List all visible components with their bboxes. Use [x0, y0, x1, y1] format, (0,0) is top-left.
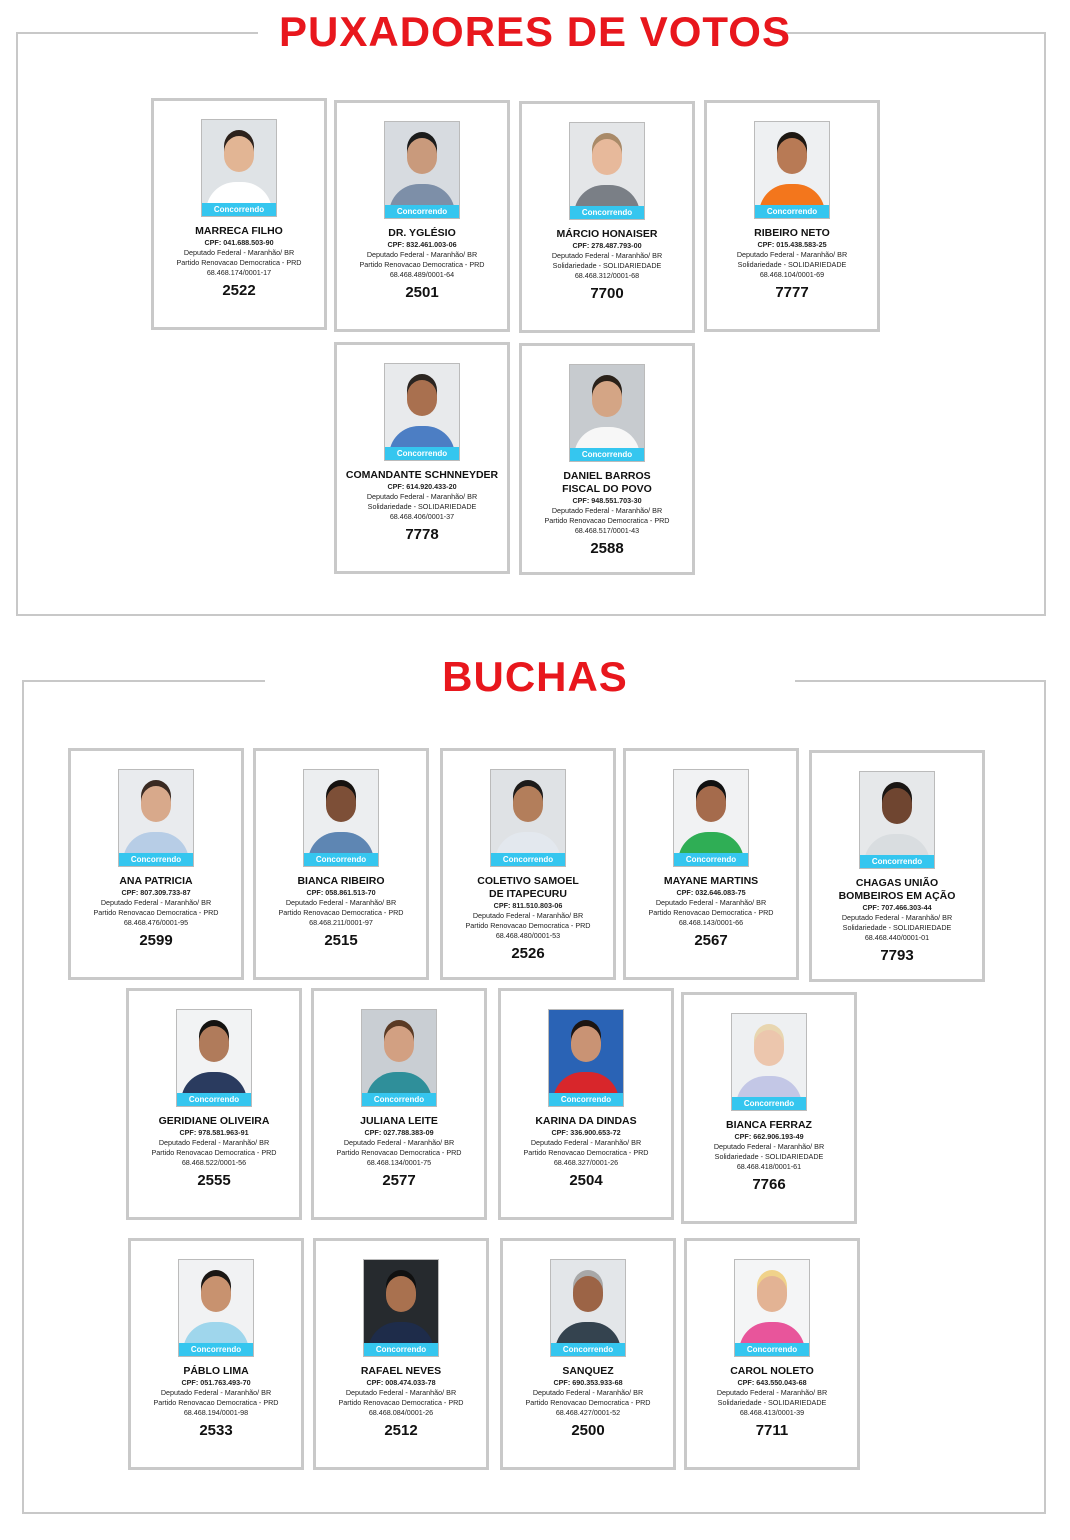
candidate-number: 7778 [405, 526, 439, 543]
candidate-name: ANA PATRICIA [119, 875, 193, 887]
candidate-cnpj: 68.468.480/0001-53 [495, 931, 561, 940]
candidate-partido: Partido Renovacao Democratica - PRD [151, 1148, 277, 1157]
candidate-name: GERIDIANE OLIVEIRA [158, 1115, 270, 1127]
candidate-card [684, 1238, 860, 1470]
candidate-cnpj: 68.468.440/0001-01 [864, 933, 930, 942]
candidate-photo [569, 364, 645, 462]
candidate-cpf: CPF: 614.920.433-20 [387, 482, 457, 491]
candidate-partido: Partido Renovacao Democratica - PRD [465, 921, 591, 930]
candidate-info [522, 496, 692, 536]
candidate-card [440, 748, 616, 980]
candidate-number: 2504 [569, 1172, 603, 1189]
status-badge: Concorrendo [491, 853, 565, 866]
status-badge: Concorrendo [362, 1093, 436, 1106]
candidate-info [626, 888, 796, 928]
candidate-card [311, 988, 487, 1220]
candidate-photo [569, 122, 645, 220]
candidate-cpf: CPF: 058.861.513-70 [306, 888, 376, 897]
candidate-cargo: Deputado Federal - Maranhão/ BR [530, 1138, 642, 1147]
candidate-number: 2500 [571, 1422, 605, 1439]
candidate-name: CAROL NOLETO [730, 1365, 814, 1377]
candidate-cargo: Deputado Federal - Maranhão/ BR [160, 1388, 272, 1397]
candidate-card [334, 100, 510, 332]
candidate-card [151, 98, 327, 330]
candidate-photo [178, 1259, 254, 1357]
candidate-number: 2555 [197, 1172, 231, 1189]
candidate-info [812, 903, 982, 943]
candidate-photo [118, 769, 194, 867]
candidate-cnpj: 68.468.134/0001-75 [366, 1158, 432, 1167]
candidate-partido: Partido Renovacao Democratica - PRD [523, 1148, 649, 1157]
candidate-info [131, 1378, 301, 1418]
candidate-cnpj: 68.468.084/0001-26 [368, 1408, 434, 1417]
candidate-photo [363, 1259, 439, 1357]
candidate-info [707, 240, 877, 280]
candidate-photo [673, 769, 749, 867]
candidate-cargo: Deputado Federal - Maranhão/ BR [716, 1388, 828, 1397]
candidate-cpf: CPF: 707.466.303-44 [862, 903, 932, 912]
candidate-cargo: Deputado Federal - Maranhão/ BR [472, 911, 584, 920]
candidate-name: KARINA DA DINDAS [535, 1115, 637, 1127]
candidate-card [498, 988, 674, 1220]
candidate-number: 7766 [752, 1176, 786, 1193]
candidate-partido: Solidariedade - SOLIDARIEDADE [367, 502, 477, 511]
candidate-info [503, 1378, 673, 1418]
candidate-number: 2588 [590, 540, 624, 557]
candidate-partido: Partido Renovacao Democratica - PRD [338, 1398, 464, 1407]
candidate-info [71, 888, 241, 928]
section-title-puxadores: PUXADORES DE VOTOS [279, 8, 791, 55]
candidate-card [68, 748, 244, 980]
candidate-cpf: CPF: 041.688.503-90 [204, 238, 274, 247]
candidate-cnpj: 68.468.104/0001-69 [759, 270, 825, 279]
candidate-number: 2577 [382, 1172, 416, 1189]
candidate-card [313, 1238, 489, 1470]
candidate-cargo: Deputado Federal - Maranhão/ BR [343, 1138, 455, 1147]
candidate-number: 2567 [694, 932, 728, 949]
candidate-card [519, 343, 695, 575]
candidate-cnpj: 68.468.174/0001-17 [206, 268, 272, 277]
candidate-photo [361, 1009, 437, 1107]
candidate-cnpj: 68.468.418/0001-61 [736, 1162, 802, 1171]
status-badge: Concorrendo [177, 1093, 251, 1106]
candidate-cargo: Deputado Federal - Maranhão/ BR [366, 492, 478, 501]
candidate-number: 7777 [775, 284, 809, 301]
candidate-cpf: CPF: 051.763.493-70 [181, 1378, 251, 1387]
candidate-photo [384, 363, 460, 461]
candidate-cargo: Deputado Federal - Maranhão/ BR [158, 1138, 270, 1147]
candidate-name: COMANDANTE SCHNNEYDER [345, 469, 499, 481]
candidate-photo [201, 119, 277, 217]
candidate-number: 2526 [511, 945, 545, 962]
candidate-info [337, 240, 507, 280]
candidate-card [253, 748, 429, 980]
candidate-cpf: CPF: 008.474.033-78 [366, 1378, 436, 1387]
status-badge: Concorrendo [179, 1343, 253, 1356]
candidate-photo [490, 769, 566, 867]
candidate-number: 2512 [384, 1422, 418, 1439]
candidate-info [316, 1378, 486, 1418]
candidate-name: BIANCA RIBEIRO [297, 875, 385, 887]
candidate-info [501, 1128, 671, 1168]
candidate-cargo: Deputado Federal - Maranhão/ BR [655, 898, 767, 907]
candidate-card [126, 988, 302, 1220]
candidate-card [809, 750, 985, 982]
candidate-partido: Solidariedade - SOLIDARIEDADE [737, 260, 847, 269]
candidate-partido: Partido Renovacao Democratica - PRD [525, 1398, 651, 1407]
candidate-photo [859, 771, 935, 869]
status-badge: Concorrendo [860, 855, 934, 868]
section-title-buchas: BUCHAS [442, 653, 628, 700]
candidate-cnpj: 68.468.476/0001-95 [123, 918, 189, 927]
candidate-cargo: Deputado Federal - Maranhão/ BR [841, 913, 953, 922]
candidate-name: MÁRCIO HONAISER [556, 228, 658, 240]
candidate-photo [754, 121, 830, 219]
candidate-cpf: CPF: 336.900.653-72 [551, 1128, 621, 1137]
candidate-info [337, 482, 507, 522]
candidate-number: 2599 [139, 932, 173, 949]
candidate-cargo: Deputado Federal - Maranhão/ BR [551, 251, 663, 260]
candidate-cpf: CPF: 948.551.703-30 [572, 496, 642, 505]
candidate-partido: Partido Renovacao Democratica - PRD [359, 260, 485, 269]
candidate-info [314, 1128, 484, 1168]
candidate-info [684, 1132, 854, 1172]
candidate-name: SANQUEZ [562, 1365, 614, 1377]
candidate-info [687, 1378, 857, 1418]
candidate-photo [731, 1013, 807, 1111]
candidate-card [500, 1238, 676, 1470]
status-badge: Concorrendo [570, 448, 644, 461]
status-badge: Concorrendo [385, 205, 459, 218]
candidate-name: BIANCA FERRAZ [726, 1119, 812, 1131]
candidate-cnpj: 68.468.413/0001-39 [739, 1408, 805, 1417]
status-badge: Concorrendo [755, 205, 829, 218]
status-badge: Concorrendo [732, 1097, 806, 1110]
candidate-cpf: CPF: 690.353.933-68 [553, 1378, 623, 1387]
status-badge: Concorrendo [304, 853, 378, 866]
candidate-photo [176, 1009, 252, 1107]
candidate-partido: Solidariedade - SOLIDARIEDADE [552, 261, 662, 270]
candidate-number: 7700 [590, 285, 624, 302]
candidate-cnpj: 68.468.522/0001-56 [181, 1158, 247, 1167]
candidate-cnpj: 68.468.517/0001-43 [574, 526, 640, 535]
candidate-partido: Solidariedade - SOLIDARIEDADE [842, 923, 952, 932]
candidate-cpf: CPF: 662.906.193-49 [734, 1132, 804, 1141]
candidate-cargo: Deputado Federal - Maranhão/ BR [345, 1388, 457, 1397]
candidate-cargo: Deputado Federal - Maranhão/ BR [713, 1142, 825, 1151]
candidate-cnpj: 68.468.211/0001-97 [309, 918, 373, 927]
candidate-name: DANIEL BARROS FISCAL DO POVO [562, 470, 652, 495]
candidate-number: 2501 [405, 284, 439, 301]
candidate-cpf: CPF: 811.510.803-06 [493, 901, 563, 910]
candidate-info [443, 901, 613, 941]
candidate-card [128, 1238, 304, 1470]
candidate-cnpj: 68.468.327/0001-26 [553, 1158, 619, 1167]
candidate-number: 2533 [199, 1422, 233, 1439]
candidate-card [334, 342, 510, 574]
candidate-partido: Solidariedade - SOLIDARIEDADE [717, 1398, 827, 1407]
candidate-partido: Partido Renovacao Democratica - PRD [278, 908, 404, 917]
candidate-card [623, 748, 799, 980]
candidate-name: DR. YGLÉSIO [388, 227, 456, 239]
candidate-partido: Solidariedade - SOLIDARIEDADE [714, 1152, 824, 1161]
candidate-info [154, 238, 324, 278]
candidate-number: 7711 [755, 1422, 789, 1439]
candidate-cpf: CPF: 027.788.383-09 [364, 1128, 434, 1137]
candidate-card [681, 992, 857, 1224]
candidate-partido: Partido Renovacao Democratica - PRD [176, 258, 302, 267]
candidate-number: 2522 [222, 282, 256, 299]
candidate-cpf: CPF: 278.487.793-00 [572, 241, 642, 250]
candidate-name: CHAGAS UNIÃO BOMBEIROS EM AÇÃO [838, 877, 956, 902]
candidate-cnpj: 68.468.312/0001-68 [574, 271, 640, 280]
candidate-number: 2515 [324, 932, 358, 949]
candidate-cpf: CPF: 807.309.733-87 [121, 888, 191, 897]
candidate-cnpj: 68.468.194/0001-98 [183, 1408, 249, 1417]
candidate-cpf: CPF: 978.581.963-91 [179, 1128, 249, 1137]
candidate-cnpj: 68.468.489/0001-64 [389, 270, 455, 279]
candidate-info [256, 888, 426, 928]
candidate-partido: Partido Renovacao Democratica - PRD [544, 516, 670, 525]
candidate-cnpj: 68.468.406/0001-37 [389, 512, 455, 521]
candidate-cpf: CPF: 015.438.583-25 [757, 240, 827, 249]
status-badge: Concorrendo [202, 203, 276, 216]
candidate-info [129, 1128, 299, 1168]
status-badge: Concorrendo [570, 206, 644, 219]
candidate-photo [548, 1009, 624, 1107]
candidate-name: RAFAEL NEVES [360, 1365, 442, 1377]
status-badge: Concorrendo [385, 447, 459, 460]
candidate-name: MARRECA FILHO [195, 225, 283, 237]
candidate-cpf: CPF: 643.550.043-68 [737, 1378, 807, 1387]
candidate-name: PÁBLO LIMA [183, 1365, 249, 1377]
candidate-name: JULIANA LEITE [360, 1115, 438, 1127]
candidate-cargo: Deputado Federal - Maranhão/ BR [551, 506, 663, 515]
candidate-cargo: Deputado Federal - Maranhão/ BR [366, 250, 478, 259]
candidate-photo [384, 121, 460, 219]
candidate-partido: Partido Renovacao Democratica - PRD [93, 908, 219, 917]
status-badge: Concorrendo [551, 1343, 625, 1356]
candidate-photo [303, 769, 379, 867]
candidate-photo [550, 1259, 626, 1357]
status-badge: Concorrendo [119, 853, 193, 866]
status-badge: Concorrendo [674, 853, 748, 866]
status-badge: Concorrendo [735, 1343, 809, 1356]
candidate-cnpj: 68.468.143/0001-66 [678, 918, 744, 927]
candidate-cargo: Deputado Federal - Maranhão/ BR [532, 1388, 644, 1397]
candidate-cnpj: 68.468.427/0001-52 [555, 1408, 621, 1417]
candidate-card [519, 101, 695, 333]
status-badge: Concorrendo [364, 1343, 438, 1356]
candidate-name: COLETIVO SAMOEL DE ITAPECURU [477, 875, 579, 900]
candidate-number: 7793 [880, 947, 914, 964]
candidate-name: MAYANE MARTINS [663, 875, 759, 887]
candidate-partido: Partido Renovacao Democratica - PRD [153, 1398, 279, 1407]
candidate-cargo: Deputado Federal - Maranhão/ BR [183, 248, 295, 257]
candidate-info [522, 241, 692, 281]
candidate-cargo: Deputado Federal - Maranhão/ BR [285, 898, 397, 907]
candidate-cpf: CPF: 032.646.083-75 [676, 888, 746, 897]
candidate-partido: Partido Renovacao Democratica - PRD [648, 908, 774, 917]
candidate-cargo: Deputado Federal - Maranhão/ BR [736, 250, 848, 259]
candidate-cargo: Deputado Federal - Maranhão/ BR [100, 898, 212, 907]
candidate-card [704, 100, 880, 332]
candidate-name: RIBEIRO NETO [754, 227, 830, 239]
status-badge: Concorrendo [549, 1093, 623, 1106]
candidate-partido: Partido Renovacao Democratica - PRD [336, 1148, 462, 1157]
candidate-photo [734, 1259, 810, 1357]
candidate-cpf: CPF: 832.461.003-06 [387, 240, 457, 249]
